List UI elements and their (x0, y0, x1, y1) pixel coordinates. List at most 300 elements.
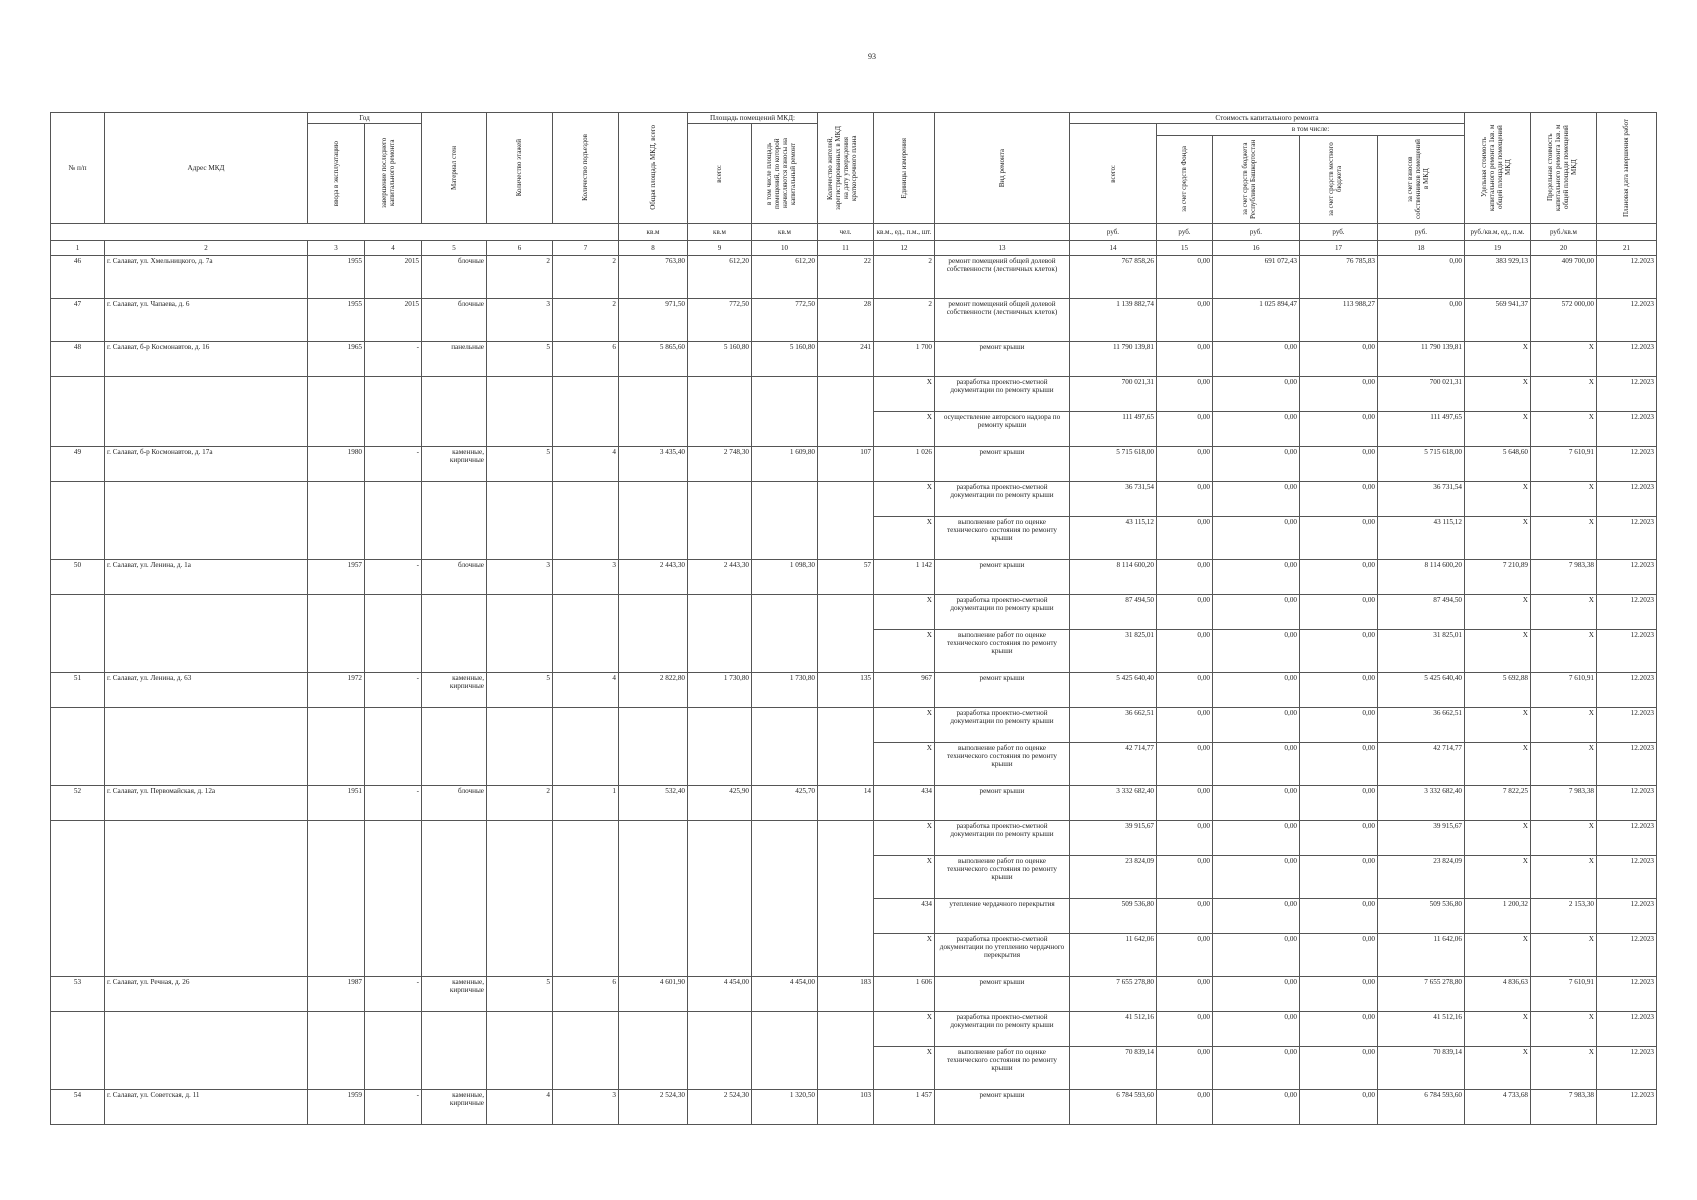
cost-total-cell: 3 332 682,40 (1070, 785, 1157, 820)
year-commission-cell (308, 411, 365, 446)
cost-rb-cell: 0,00 (1213, 855, 1300, 898)
cost-owners-cell: 700 021,31 (1378, 376, 1465, 411)
area-owned-cell (752, 516, 818, 559)
max-cost-cell: 7 610,91 (1531, 446, 1597, 481)
unit-amount-cell: 1 700 (874, 341, 935, 376)
floors-cell (487, 594, 553, 629)
unit-amount-cell: X (874, 594, 935, 629)
work-type-cell: разработка проектно-сметной документации по ремонту крыши (935, 707, 1070, 742)
units-blank (935, 223, 1070, 240)
row-number-cell (51, 516, 105, 559)
cost-fund-cell: 0,00 (1157, 411, 1213, 446)
work-type-cell: разработка проектно-сметной документации по ремонту крыши (935, 376, 1070, 411)
cost-rb-cell: 0,00 (1213, 785, 1300, 820)
total-area-cell: 5 865,60 (619, 341, 688, 376)
planned-date-cell: 12.2023 (1597, 629, 1657, 672)
work-type-cell: разработка проектно-сметной документации по ремонту крыши (935, 481, 1070, 516)
column-number: 17 (1300, 240, 1378, 255)
cost-owners-cell: 11 790 139,81 (1378, 341, 1465, 376)
header-floors: Количество этажей (487, 113, 553, 224)
cost-local-cell: 0,00 (1300, 481, 1378, 516)
unit-cell: руб./кв.м, ед., п.м. (1465, 223, 1531, 240)
cost-rb-cell: 0,00 (1213, 898, 1300, 933)
specific-cost-cell: 7 822,25 (1465, 785, 1531, 820)
cost-local-cell: 0,00 (1300, 376, 1378, 411)
residents-cell: 22 (818, 255, 874, 298)
specific-cost-cell: X (1465, 933, 1531, 976)
entrances-cell (553, 707, 619, 742)
work-type-cell: ремонт крыши (935, 559, 1070, 594)
floors-cell (487, 820, 553, 855)
year-commission-cell: 1951 (308, 785, 365, 820)
residents-cell (818, 1011, 874, 1046)
cost-fund-cell: 0,00 (1157, 1089, 1213, 1124)
max-cost-cell: X (1531, 516, 1597, 559)
entrances-cell (553, 481, 619, 516)
year-commission-cell (308, 376, 365, 411)
premises-area-cell: 772,50 (688, 298, 752, 341)
cost-local-cell: 0,00 (1300, 446, 1378, 481)
cost-owners-cell: 23 824,09 (1378, 855, 1465, 898)
table-row (51, 707, 1657, 742)
cost-fund-cell: 0,00 (1157, 976, 1213, 1011)
max-cost-cell: 7 610,91 (1531, 672, 1597, 707)
unit-amount-cell: X (874, 707, 935, 742)
unit-amount-cell: X (874, 742, 935, 785)
area-owned-cell (752, 594, 818, 629)
floors-cell (487, 481, 553, 516)
header-area-owned: в том числе площадь помещений, по которой начисляются взносы на капитальный ремонт (752, 124, 818, 223)
table-row (51, 481, 1657, 516)
address-cell (105, 594, 308, 629)
entrances-cell (553, 855, 619, 898)
premises-area-cell (688, 1011, 752, 1046)
wall-material-cell (422, 898, 487, 933)
row-number-cell: 52 (51, 785, 105, 820)
premises-area-cell (688, 707, 752, 742)
planned-date-cell: 12.2023 (1597, 933, 1657, 976)
cost-owners-cell: 36 662,51 (1378, 707, 1465, 742)
table-row (51, 1089, 1657, 1124)
specific-cost-cell: X (1465, 855, 1531, 898)
entrances-cell: 6 (553, 976, 619, 1011)
cost-total-cell: 39 915,67 (1070, 820, 1157, 855)
cost-local-cell: 0,00 (1300, 855, 1378, 898)
unit-amount-cell: X (874, 933, 935, 976)
address-cell (105, 898, 308, 933)
year-last-repair-cell: - (365, 976, 422, 1011)
residents-cell (818, 594, 874, 629)
floors-cell (487, 1011, 553, 1046)
wall-material-cell: блочные (422, 785, 487, 820)
unit-amount-cell: X (874, 376, 935, 411)
cost-fund-cell: 0,00 (1157, 742, 1213, 785)
unit-amount-cell: X (874, 516, 935, 559)
header-planned-date: Плановая дата завершения работ (1597, 113, 1657, 224)
year-commission-cell (308, 898, 365, 933)
premises-area-cell (688, 898, 752, 933)
entrances-cell (553, 629, 619, 672)
cost-total-cell: 36 662,51 (1070, 707, 1157, 742)
premises-area-cell (688, 629, 752, 672)
address-cell: г. Салават, ул. Ленина, д. 1а (105, 559, 308, 594)
year-last-repair-cell (365, 516, 422, 559)
table-row (51, 516, 1657, 559)
cost-fund-cell: 0,00 (1157, 1011, 1213, 1046)
floors-cell: 5 (487, 976, 553, 1011)
residents-cell: 107 (818, 446, 874, 481)
max-cost-cell: X (1531, 820, 1597, 855)
max-cost-cell: X (1531, 376, 1597, 411)
cost-total-cell: 43 115,12 (1070, 516, 1157, 559)
planned-date-cell: 12.2023 (1597, 855, 1657, 898)
total-area-cell (619, 1046, 688, 1089)
area-owned-cell: 612,20 (752, 255, 818, 298)
unit-amount-cell: X (874, 1011, 935, 1046)
unit-cell: руб. (1300, 223, 1378, 240)
premises-area-cell: 1 730,80 (688, 672, 752, 707)
area-owned-cell (752, 411, 818, 446)
area-owned-cell (752, 1046, 818, 1089)
cost-fund-cell: 0,00 (1157, 594, 1213, 629)
unit-cell: чел. (818, 223, 874, 240)
cost-owners-cell: 42 714,77 (1378, 742, 1465, 785)
address-cell: г. Салават, ул. Советская, д. 11 (105, 1089, 308, 1124)
area-owned-cell (752, 1011, 818, 1046)
max-cost-cell: X (1531, 594, 1597, 629)
header-address: Адрес МКД (105, 113, 308, 224)
unit-amount-cell: X (874, 411, 935, 446)
max-cost-cell: X (1531, 933, 1597, 976)
area-owned-cell (752, 629, 818, 672)
specific-cost-cell: X (1465, 594, 1531, 629)
cost-rb-cell: 0,00 (1213, 446, 1300, 481)
max-cost-cell: 7 610,91 (1531, 976, 1597, 1011)
cost-total-cell: 11 642,06 (1070, 933, 1157, 976)
table-row (51, 629, 1657, 672)
total-area-cell (619, 516, 688, 559)
residents-cell (818, 481, 874, 516)
residents-cell: 14 (818, 785, 874, 820)
unit-cell: кв.м., ед., п.м., шт. (874, 223, 935, 240)
column-number: 8 (619, 240, 688, 255)
row-number-cell (51, 1011, 105, 1046)
cost-rb-cell: 0,00 (1213, 629, 1300, 672)
specific-cost-cell: 383 929,13 (1465, 255, 1531, 298)
work-type-cell: ремонт крыши (935, 341, 1070, 376)
unit-amount-cell: 434 (874, 898, 935, 933)
area-owned-cell (752, 820, 818, 855)
cost-rb-cell: 0,00 (1213, 481, 1300, 516)
column-number: 3 (308, 240, 365, 255)
floors-cell (487, 707, 553, 742)
cost-local-cell: 0,00 (1300, 1011, 1378, 1046)
area-owned-cell: 5 160,80 (752, 341, 818, 376)
planned-date-cell: 12.2023 (1597, 898, 1657, 933)
table-row (51, 255, 1657, 298)
unit-amount-cell: 1 606 (874, 976, 935, 1011)
specific-cost-cell: X (1465, 742, 1531, 785)
floors-cell: 3 (487, 559, 553, 594)
units-blank (51, 223, 619, 240)
planned-date-cell: 12.2023 (1597, 559, 1657, 594)
work-type-cell: выполнение работ по оценке технического состояния по ремонту крыши (935, 629, 1070, 672)
row-number-cell (51, 855, 105, 898)
total-area-cell (619, 594, 688, 629)
premises-area-cell: 5 160,80 (688, 341, 752, 376)
cost-owners-cell: 5 715 618,00 (1378, 446, 1465, 481)
header-max-cost: Предельная стоимость капитального ремонта 1кв. м общей площади помещений МКД (1531, 113, 1597, 224)
residents-cell (818, 742, 874, 785)
cost-local-cell: 0,00 (1300, 1046, 1378, 1089)
column-number: 19 (1465, 240, 1531, 255)
premises-area-cell (688, 594, 752, 629)
year-last-repair-cell: - (365, 1089, 422, 1124)
total-area-cell: 3 435,40 (619, 446, 688, 481)
max-cost-cell: 2 153,30 (1531, 898, 1597, 933)
specific-cost-cell: X (1465, 1046, 1531, 1089)
cost-local-cell: 0,00 (1300, 629, 1378, 672)
table-row (51, 820, 1657, 855)
planned-date-cell: 12.2023 (1597, 298, 1657, 341)
cost-total-cell: 767 858,26 (1070, 255, 1157, 298)
specific-cost-cell: X (1465, 820, 1531, 855)
row-number-cell: 54 (51, 1089, 105, 1124)
cost-owners-cell: 3 332 682,40 (1378, 785, 1465, 820)
floors-cell: 2 (487, 785, 553, 820)
year-last-repair-cell (365, 933, 422, 976)
year-last-repair-cell (365, 376, 422, 411)
cost-rb-cell: 0,00 (1213, 742, 1300, 785)
cost-local-cell: 0,00 (1300, 516, 1378, 559)
floors-cell: 4 (487, 1089, 553, 1124)
table-row (51, 1011, 1657, 1046)
area-owned-cell: 1 609,80 (752, 446, 818, 481)
wall-material-cell (422, 933, 487, 976)
planned-date-cell: 12.2023 (1597, 707, 1657, 742)
cost-total-cell: 23 824,09 (1070, 855, 1157, 898)
year-commission-cell (308, 1046, 365, 1089)
year-commission-cell: 1980 (308, 446, 365, 481)
premises-area-cell (688, 820, 752, 855)
cost-rb-cell: 0,00 (1213, 933, 1300, 976)
total-area-cell (619, 707, 688, 742)
column-number: 21 (1597, 240, 1657, 255)
wall-material-cell: каменные, кирпичные (422, 976, 487, 1011)
address-cell: г. Салават, ул. Хмельницкого, д. 7а (105, 255, 308, 298)
year-last-repair-cell (365, 855, 422, 898)
area-owned-cell (752, 376, 818, 411)
entrances-cell (553, 411, 619, 446)
table-row (51, 559, 1657, 594)
table-row (51, 594, 1657, 629)
wall-material-cell: каменные, кирпичные (422, 672, 487, 707)
entrances-cell (553, 516, 619, 559)
work-type-cell: ремонт помещений общей долевой собственности (лестничных клеток) (935, 298, 1070, 341)
page-number: 93 (868, 52, 876, 61)
area-owned-cell: 772,50 (752, 298, 818, 341)
cost-fund-cell: 0,00 (1157, 446, 1213, 481)
residents-cell: 103 (818, 1089, 874, 1124)
wall-material-cell (422, 855, 487, 898)
work-type-cell: выполнение работ по оценке технического состояния по ремонту крыши (935, 1046, 1070, 1089)
address-cell (105, 629, 308, 672)
year-last-repair-cell (365, 898, 422, 933)
planned-date-cell: 12.2023 (1597, 742, 1657, 785)
header-year-last-repair: завершение последнего капитального ремонта (365, 124, 422, 223)
cost-owners-cell: 6 784 593,60 (1378, 1089, 1465, 1124)
specific-cost-cell: X (1465, 629, 1531, 672)
year-commission-cell (308, 516, 365, 559)
row-number-cell: 49 (51, 446, 105, 481)
units-blank (1597, 223, 1657, 240)
year-commission-cell: 1987 (308, 976, 365, 1011)
floors-cell (487, 516, 553, 559)
total-area-cell (619, 629, 688, 672)
entrances-cell (553, 820, 619, 855)
table-row (51, 376, 1657, 411)
column-number: 20 (1531, 240, 1597, 255)
max-cost-cell: 7 983,38 (1531, 785, 1597, 820)
unit-amount-cell: 434 (874, 785, 935, 820)
residents-cell (818, 707, 874, 742)
entrances-cell: 1 (553, 785, 619, 820)
premises-area-cell (688, 1046, 752, 1089)
address-cell: г. Салават, б-р Космонавтов, д. 17а (105, 446, 308, 481)
planned-date-cell: 12.2023 (1597, 411, 1657, 446)
residents-cell (818, 411, 874, 446)
cost-total-cell: 70 839,14 (1070, 1046, 1157, 1089)
total-area-cell: 971,50 (619, 298, 688, 341)
specific-cost-cell: X (1465, 707, 1531, 742)
max-cost-cell: X (1531, 1046, 1597, 1089)
cost-owners-cell: 43 115,12 (1378, 516, 1465, 559)
column-number: 1 (51, 240, 105, 255)
wall-material-cell (422, 376, 487, 411)
entrances-cell: 2 (553, 255, 619, 298)
row-number-cell (51, 933, 105, 976)
work-type-cell: ремонт крыши (935, 785, 1070, 820)
entrances-cell: 3 (553, 559, 619, 594)
residents-cell (818, 376, 874, 411)
year-last-repair-cell (365, 594, 422, 629)
header-total-area: Общая площадь МКД, всего (619, 113, 688, 224)
cost-rb-cell: 691 072,43 (1213, 255, 1300, 298)
premises-area-cell (688, 376, 752, 411)
column-number: 10 (752, 240, 818, 255)
year-last-repair-cell (365, 742, 422, 785)
max-cost-cell: X (1531, 855, 1597, 898)
planned-date-cell: 12.2023 (1597, 1046, 1657, 1089)
specific-cost-cell: X (1465, 481, 1531, 516)
table-row (51, 855, 1657, 898)
column-number: 15 (1157, 240, 1213, 255)
cost-total-cell: 6 784 593,60 (1070, 1089, 1157, 1124)
year-commission-cell (308, 594, 365, 629)
address-cell (105, 1046, 308, 1089)
year-commission-cell (308, 707, 365, 742)
year-last-repair-cell (365, 1046, 422, 1089)
wall-material-cell: блочные (422, 255, 487, 298)
entrances-cell: 2 (553, 298, 619, 341)
cost-total-cell: 1 139 882,74 (1070, 298, 1157, 341)
cost-rb-cell: 0,00 (1213, 672, 1300, 707)
total-area-cell: 2 524,30 (619, 1089, 688, 1124)
specific-cost-cell: 569 941,37 (1465, 298, 1531, 341)
header-work-type: Вид ремонта (935, 113, 1070, 224)
unit-amount-cell: X (874, 855, 935, 898)
cost-total-cell: 111 497,65 (1070, 411, 1157, 446)
table-row (51, 933, 1657, 976)
total-area-cell: 2 443,30 (619, 559, 688, 594)
entrances-cell (553, 742, 619, 785)
unit-cell: руб. (1378, 223, 1465, 240)
column-number: 18 (1378, 240, 1465, 255)
specific-cost-cell: X (1465, 376, 1531, 411)
cost-rb-cell: 0,00 (1213, 376, 1300, 411)
header-year-commission: ввода в эксплуатацию (308, 124, 365, 223)
year-last-repair-cell: - (365, 446, 422, 481)
year-commission-cell: 1965 (308, 341, 365, 376)
total-area-cell (619, 933, 688, 976)
header-including: в том числе: (1157, 124, 1465, 135)
cost-fund-cell: 0,00 (1157, 376, 1213, 411)
cost-fund-cell: 0,00 (1157, 559, 1213, 594)
row-number-cell: 53 (51, 976, 105, 1011)
cost-local-cell: 0,00 (1300, 411, 1378, 446)
work-type-cell: осуществление авторского надзора по ремонту крыши (935, 411, 1070, 446)
unit-cell: руб. (1157, 223, 1213, 240)
cost-total-cell: 11 790 139,81 (1070, 341, 1157, 376)
cost-owners-cell: 0,00 (1378, 255, 1465, 298)
address-cell (105, 933, 308, 976)
cost-local-cell: 0,00 (1300, 672, 1378, 707)
area-owned-cell (752, 481, 818, 516)
specific-cost-cell: 4 733,68 (1465, 1089, 1531, 1124)
cost-total-cell: 5 715 618,00 (1070, 446, 1157, 481)
wall-material-cell (422, 411, 487, 446)
address-cell (105, 742, 308, 785)
entrances-cell (553, 933, 619, 976)
year-last-repair-cell (365, 411, 422, 446)
address-cell (105, 1011, 308, 1046)
specific-cost-cell: X (1465, 341, 1531, 376)
work-type-cell: ремонт помещений общей долевой собственности (лестничных клеток) (935, 255, 1070, 298)
cost-owners-cell: 31 825,01 (1378, 629, 1465, 672)
unit-cell: кв.м (688, 223, 752, 240)
floors-cell: 3 (487, 298, 553, 341)
unit-amount-cell: 967 (874, 672, 935, 707)
cost-total-cell: 36 731,54 (1070, 481, 1157, 516)
table-row (51, 411, 1657, 446)
residents-cell (818, 820, 874, 855)
planned-date-cell: 12.2023 (1597, 446, 1657, 481)
residents-cell: 28 (818, 298, 874, 341)
area-owned-cell: 1 730,80 (752, 672, 818, 707)
year-commission-cell: 1955 (308, 255, 365, 298)
max-cost-cell: 572 000,00 (1531, 298, 1597, 341)
wall-material-cell (422, 1046, 487, 1089)
total-area-cell (619, 898, 688, 933)
entrances-cell (553, 376, 619, 411)
floors-cell (487, 742, 553, 785)
area-owned-cell: 425,70 (752, 785, 818, 820)
row-number-cell (51, 376, 105, 411)
unit-amount-cell: X (874, 481, 935, 516)
max-cost-cell: 7 983,38 (1531, 559, 1597, 594)
residents-cell: 135 (818, 672, 874, 707)
wall-material-cell: панельные (422, 341, 487, 376)
